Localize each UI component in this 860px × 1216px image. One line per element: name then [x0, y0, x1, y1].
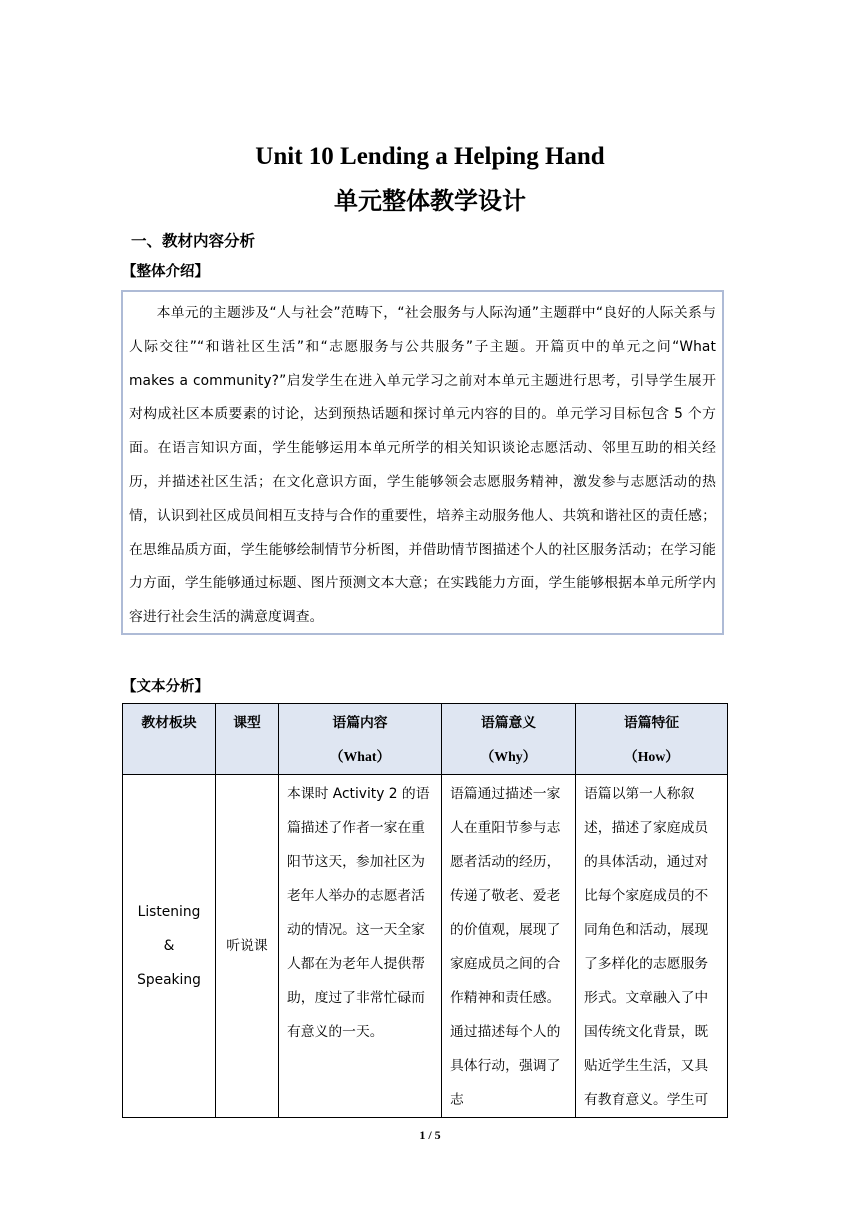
header-how-cn: 语篇特征	[623, 715, 680, 731]
document-title-en: Unit 10 Lending a Helping Hand	[255, 143, 605, 170]
table-row	[123, 775, 728, 1118]
cell-module	[123, 775, 216, 1118]
subheading-overall-intro: 【整体介绍】	[122, 264, 209, 280]
header-why-cn: 语篇意义	[480, 715, 537, 731]
cell-how: 语篇以第一人称叙述，描述了家庭成员的具体活动，通过对比每个家庭成员的不同角色和活动，展现了多样化的志愿服务形式。文章融入了中国传统文化背景，既贴近学生生活，又具有教育意义。学生可	[576, 775, 728, 1118]
header-how	[576, 704, 728, 775]
cell-what: 本课时 Activity 2 的语篇描述了作者一家在重阳节这天，参加社区为老年人举办的志愿者活动的情况。这一天全家人都在为老年人提供帮助，度过了非常忙碌而有意义的一天。	[279, 775, 442, 1118]
header-module: 教材板块	[123, 704, 216, 775]
header-type: 课型	[216, 704, 279, 775]
cell-why: 语篇通过描述一家人在重阳节参与志愿者活动的经历，传递了敬老、爱老的价值观，展现了家庭成员之间的合作精神和责任感。通过描述每个人的具体行动，强调了志	[442, 775, 576, 1118]
document-title-cn: 单元整体教学设计	[334, 187, 526, 215]
cell-module-line2: Speaking	[137, 972, 201, 988]
page-number: 1 / 5	[419, 1128, 441, 1142]
header-what-cn: 语篇内容	[332, 715, 388, 731]
header-how-en: （How）	[623, 749, 680, 764]
header-why	[442, 704, 576, 775]
overall-intro-paragraph: 本单元的主题涉及“人与社会”范畴下，“社会服务与人际沟通”主题群中“良好的人际关系与人际交往”“和谐社区生活”和“志愿服务与公共服务”子主题。开篇页中的单元之问“What makes a community?”启发学生在进入单元学习之前对本单元主题进行思考，引导学生展开对构成社区本质要素的讨论，达到预热话题和探讨单元内容的目的。单元学习目标包含 5 个方面。在语言知识方面，学生能够运用本单元所学的相关知识谈论志愿活动、邻里互助的相关经历，并描述社区生活；在文化意识方面，学生能够领会志愿服务精神，激发参与志愿活动的热情，认识到社区成员间相互支持与合作的重要性，培养主动服务他人、共筑和谐社区的责任感；在思维品质方面，学生能够绘制情节分析图，并借助情节图描述个人的社区服务活动；在学习能力方面，学生能够通过标题、图片预测文本大意；在实践能力方面，学生能够根据本单元所学内容进行社会生活的满意度调查。	[129, 305, 716, 626]
subheading-text-analysis: 【文本分析】	[122, 679, 209, 695]
text-analysis-table	[122, 703, 728, 1118]
section-heading-textbook-analysis: 一、教材内容分析	[131, 232, 256, 250]
cell-module-line1: Listening &	[137, 904, 201, 954]
header-what	[279, 704, 442, 775]
cell-type: 听说课	[216, 775, 279, 1118]
header-what-en: （What）	[329, 749, 391, 764]
table-header-row	[123, 704, 728, 775]
overall-intro-box	[121, 290, 724, 635]
header-why-en: （Why）	[480, 749, 537, 764]
